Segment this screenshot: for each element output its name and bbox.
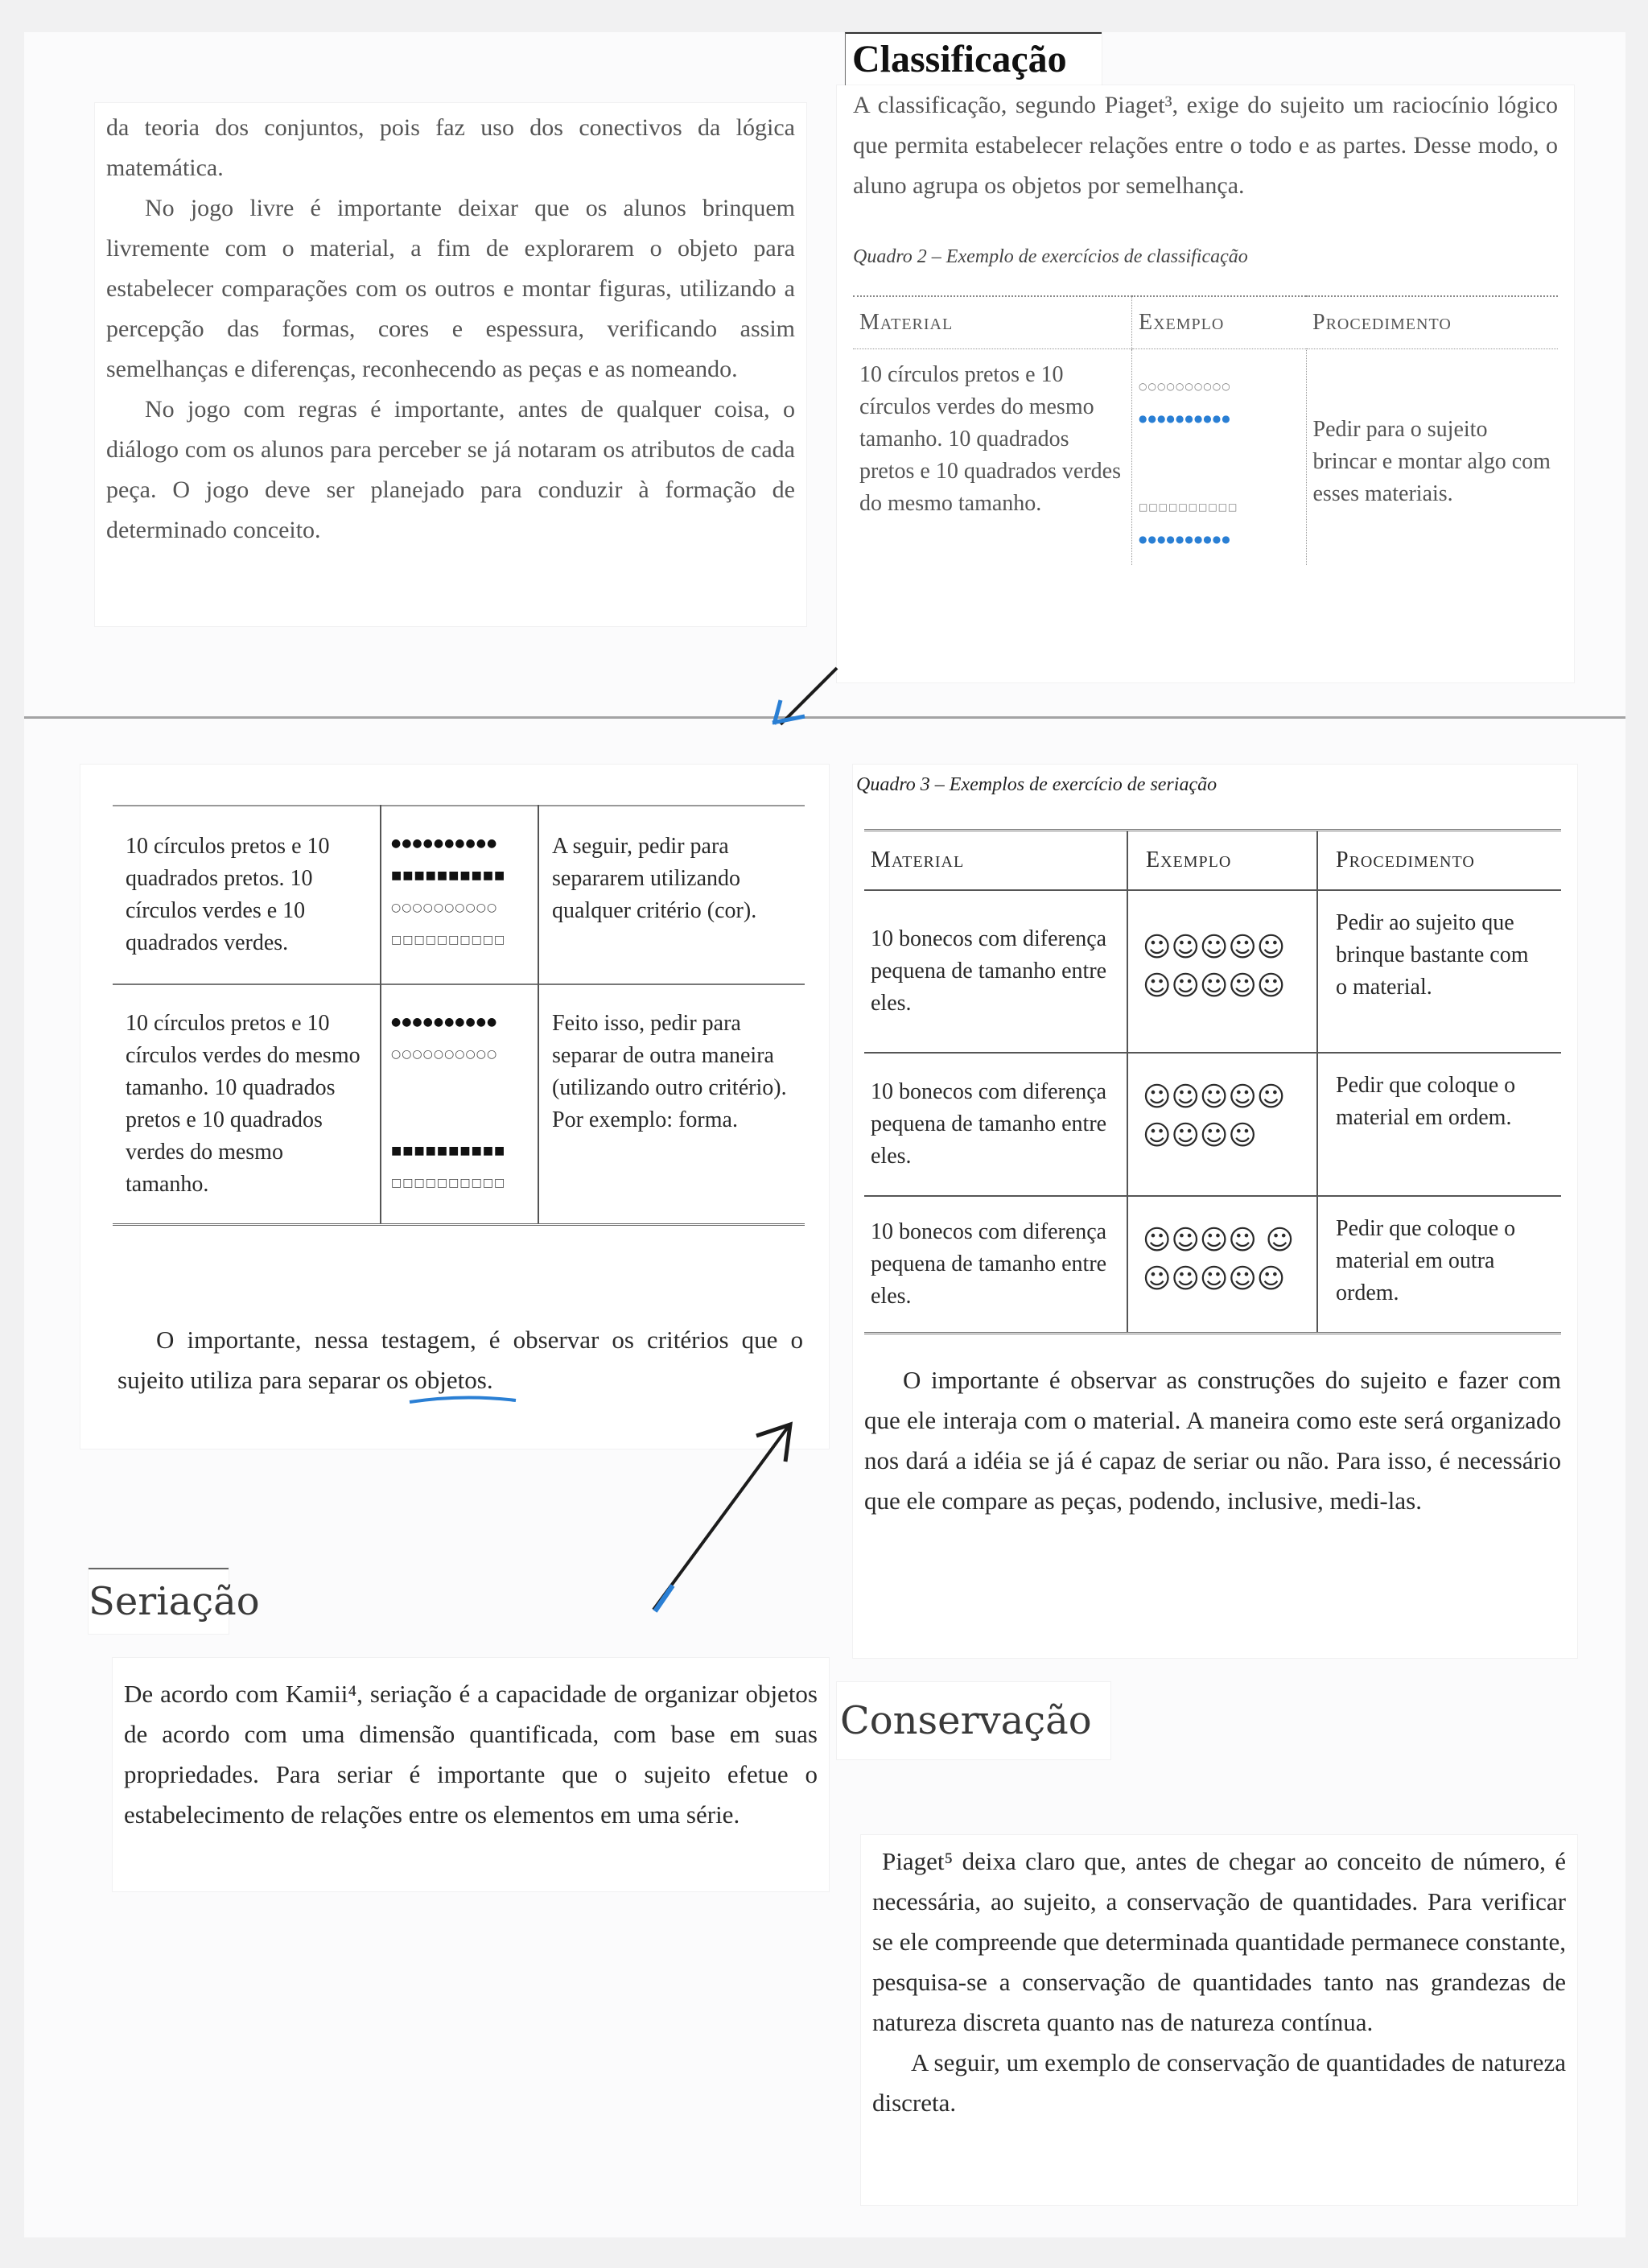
left-table-row2-procedimento: Feito isso, pedir para separar de outra maneira (utilizando outro critério). Por exemplo: forma. xyxy=(552,1011,787,1132)
quadro3-row2-material: 10 bonecos com diferença pequena de tamanho entre eles. xyxy=(871,1079,1107,1169)
quadro3-row3-procedimento: Pedir que coloque o material em outra ordem. xyxy=(1336,1216,1516,1305)
quadro3-clipping xyxy=(853,765,1577,1658)
seriacao-para: De acordo com Kamii⁴, seriação é a capacidade de organizar objetos de acordo com uma dimensão quantificada, com base em suas propriedades. Para seriar é importante que o sujeito efetue o estabelecimento de relações entre os elementos em uma série. xyxy=(124,1680,818,1829)
shape-row-black-squares: □□□□□□□□□□ xyxy=(1139,501,1238,513)
conservacao-clipping xyxy=(861,1835,1577,2205)
classificacao-para: A classificação, segundo Piaget³, exige do sujeito um raciocínio lógico que permita estabelecer relações entre o todo e as partes. Desse modo, o aluno agrupa os objetos por semelhança. xyxy=(853,92,1558,199)
row1-open-circles: ○○○○○○○○○○ xyxy=(391,901,498,914)
row2-open-squares: □□□□□□□□□□ xyxy=(391,1177,506,1190)
hand-arrow-down-icon xyxy=(756,660,861,740)
hand-underline-icon xyxy=(406,1392,519,1408)
left-top-para-1: da teoria dos conjuntos, pois faz uso dos conectivos da lógica matemática. xyxy=(106,114,795,181)
quadro2-example-shapes xyxy=(1132,349,1307,566)
quadro2-material: 10 círculos pretos e 10 círculos verdes do mesmo tamanho. 10 quadrados pretos e 10 quadrados verdes do mesmo tamanho. xyxy=(859,362,1122,516)
quadro2-caption: Quadro 2 – Exemplo de exercícios de classificação xyxy=(853,246,1248,267)
quadro3-header-exemplo: Exemplo xyxy=(1127,831,1317,891)
quadro2-header-procedimento: Procedimento xyxy=(1312,310,1452,335)
quadro3-row1-material: 10 bonecos com diferença pequena de tamanho entre eles. xyxy=(871,926,1107,1016)
quadro3-row2-example: ☺☺☺☺☺ ☺☺☺☺ xyxy=(1127,1053,1317,1196)
left-table-clipping xyxy=(80,765,829,1449)
left-top-para-2: No jogo livre é importante deixar que os alunos brinquem livremente com o material, a fim de explorarem o objeto para estabelecer comparações com os outros e montar figuras, utilizando a percepção das formas, cores e espessura, verificando assim semelhanças e diferenças, reconhecendo as peças e as nomeando. xyxy=(106,195,795,382)
row1-filled-circles: ●●●●●●●●●● xyxy=(391,837,498,850)
shape-row-green-circles: ●●●●●●●●●● xyxy=(1139,413,1231,424)
quadro3-header-procedimento: Procedimento xyxy=(1336,847,1475,872)
conservacao-para-1: Piaget⁵ deixa claro que, antes de chegar ao conceito de número, é necessária, ao sujeito, a conservação de quantidades. Para verificar se ele compreende que determinada quantidade permanece constante, pesquisa-se a conservação de quantidades tanto nas grandezas de natureza discreta quanto nas de natureza contínua. xyxy=(872,1847,1566,2036)
seriacao-heading-box xyxy=(89,1568,260,1634)
quadro2-header-material: Material xyxy=(859,310,954,335)
quadro3-row3-material: 10 bonecos com diferença pequena de tamanho entre eles. xyxy=(871,1219,1107,1309)
hand-arrow-up-icon xyxy=(644,1416,805,1618)
left-table xyxy=(113,805,805,1226)
left-table-row2-shapes xyxy=(381,984,538,1225)
classificacao-heading-box xyxy=(845,32,1102,85)
quadro2-table xyxy=(853,295,1558,565)
quadro3-table xyxy=(864,829,1561,1334)
left-table-row1-shapes xyxy=(381,806,538,984)
quadro3-after-para: O importante é observar as construções do sujeito e fazer com que ele interaja com o material. A maneira como este será organizado nos dará a idéia se já é capaz de seriar ou não. Para isso, é necessário que ele compare as peças, podendo, inclusive, medi-las. xyxy=(864,1366,1561,1515)
quadro3-row1-example: ☺☺☺☺☺ ☺☺☺☺☺ xyxy=(1127,890,1317,1053)
classificacao-heading: Classificação xyxy=(852,38,1067,80)
left-table-row2-material: 10 círculos pretos e 10 círculos verdes do mesmo tamanho. 10 quadrados pretos e 10 quadrados verdes do mesmo tamanho. xyxy=(126,1011,360,1197)
seriacao-clipping xyxy=(113,1658,829,1891)
left-table-row1-procedimento: A seguir, pedir para separarem utilizando qualquer critério (cor). xyxy=(552,834,757,923)
row2-open-circles: ○○○○○○○○○○ xyxy=(391,1048,498,1061)
left-table-after-para: O importante, nessa testagem, é observar os critérios que o sujeito utiliza para separar os objetos. xyxy=(117,1326,803,1394)
shape-row-green-squares: ●●●●●●●●●● xyxy=(1139,534,1231,545)
conservacao-para-2: A seguir, um exemplo de conservação de quantidades de natureza discreta. xyxy=(872,2048,1566,2117)
row1-open-squares: □□□□□□□□□□ xyxy=(391,934,506,946)
quadro2-procedimento: Pedir para o sujeito brincar e montar algo com esses materiais. xyxy=(1312,417,1551,506)
row1-filled-squares: ■■■■■■■■■■ xyxy=(391,869,506,882)
row2-filled-circles: ●●●●●●●●●● xyxy=(391,1016,498,1029)
quadro3-caption: Quadro 3 – Exemplos de exercício de seriação xyxy=(856,774,1217,795)
row2-filled-squares: ■■■■■■■■■■ xyxy=(391,1144,506,1157)
classificacao-clipping xyxy=(837,85,1574,682)
left-table-row1-material: 10 círculos pretos e 10 quadrados pretos. 10 círculos verdes e 10 quadrados verdes. xyxy=(126,834,330,955)
conservacao-heading: Conservação xyxy=(840,1698,1092,1743)
left-top-clipping xyxy=(95,103,806,626)
quadro2-header-exemplo: Exemplo xyxy=(1132,296,1307,349)
seriacao-heading: Seriação xyxy=(89,1579,260,1624)
left-top-para-3: No jogo com regras é importante, antes de qualquer coisa, o diálogo com os alunos para perceber se já notaram os atributos de cada peça. O jogo deve ser planejado para conduzir à formação de determinado conceito. xyxy=(106,396,795,543)
shape-row-black-circles: ○○○○○○○○○○ xyxy=(1139,381,1231,392)
conservacao-heading-box xyxy=(837,1682,1110,1759)
quadro3-row3-example: ☺☺☺☺ ☺☺☺☺☺☺ xyxy=(1127,1196,1317,1334)
quadro3-row1-procedimento: Pedir ao sujeito que brinque bastante com o material. xyxy=(1336,910,1529,1000)
quadro3-header-material: Material xyxy=(871,847,965,872)
quadro3-row2-procedimento: Pedir que coloque o material em ordem. xyxy=(1336,1073,1516,1130)
